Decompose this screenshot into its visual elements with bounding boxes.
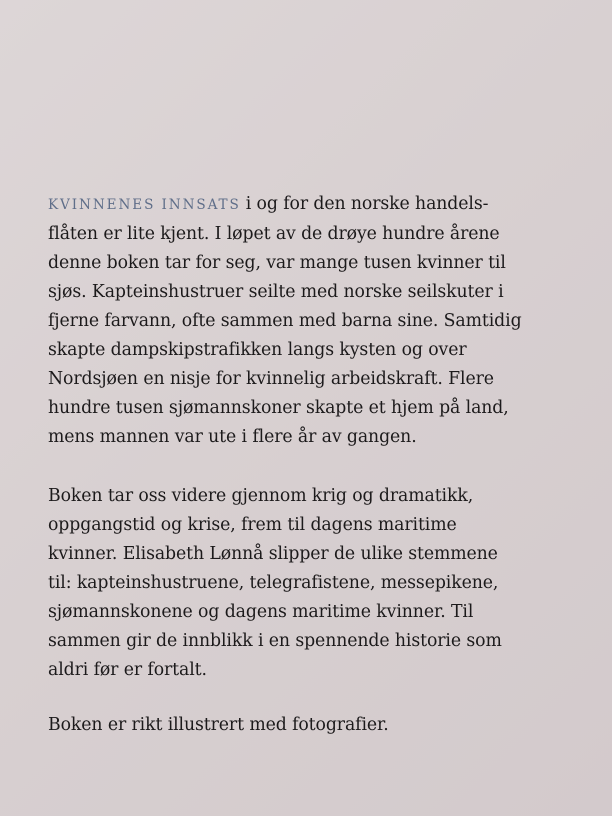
paragraph-2-line-2: oppgangstid og krise, frem til dagens maritime	[48, 515, 457, 535]
paragraph-2-line-6: sammen gir de innblikk i en spennende historie som	[48, 631, 502, 651]
paragraph-2-line-5: sjømannskonene og dagens maritime kvinner. Til	[48, 602, 474, 622]
paragraph-2-line-3: kvinner. Elisabeth Lønnå slipper de ulike stemmene	[48, 544, 498, 564]
paragraph-1-line-8: hundre tusen sjømannskoner skapte et hjem på land,	[48, 398, 509, 418]
paragraph-2-line-1: Boken tar oss videre gjennom krig og dramatikk,	[48, 486, 474, 506]
paragraph-2-line-7: aldri før er fortalt.	[48, 660, 207, 680]
paragraph-1-line-9: mens mannen var ute i flere år av gangen.	[48, 427, 417, 447]
paragraph-1-line-7: Nordsjøen en nisje for kvinnelig arbeidskraft. Flere	[48, 369, 494, 389]
paragraph-1-line-2: flåten er lite kjent. I løpet av de drøye hundre årene	[48, 224, 500, 244]
paragraph-1-line-6: skapte dampskipstrafikken langs kysten og over	[48, 340, 467, 360]
paragraph-1	[48, 190, 596, 452]
paragraph-3-line-1: Boken er rikt illustrert med fotografier.	[48, 715, 389, 735]
paragraph-2	[48, 482, 596, 685]
paragraph-2-line-4: til: kapteinshustruene, telegrafistene, messepikene,	[48, 573, 499, 593]
paragraph-1-line-5: fjerne farvann, ofte sammen med barna sine. Samtidig	[48, 311, 522, 331]
paragraph-3	[48, 711, 596, 740]
paragraph-1-line-1	[48, 190, 596, 220]
paragraph-1-line-1-text: i og for den norske handels-	[245, 194, 489, 214]
lead-in-heading: KVINNENES INNSATS	[48, 197, 241, 213]
paragraph-1-line-3: denne boken tar for seg, var mange tusen kvinner til	[48, 253, 506, 273]
paragraph-1-line-4: sjøs. Kapteinshustruer seilte med norske seilskuter i	[48, 282, 504, 302]
